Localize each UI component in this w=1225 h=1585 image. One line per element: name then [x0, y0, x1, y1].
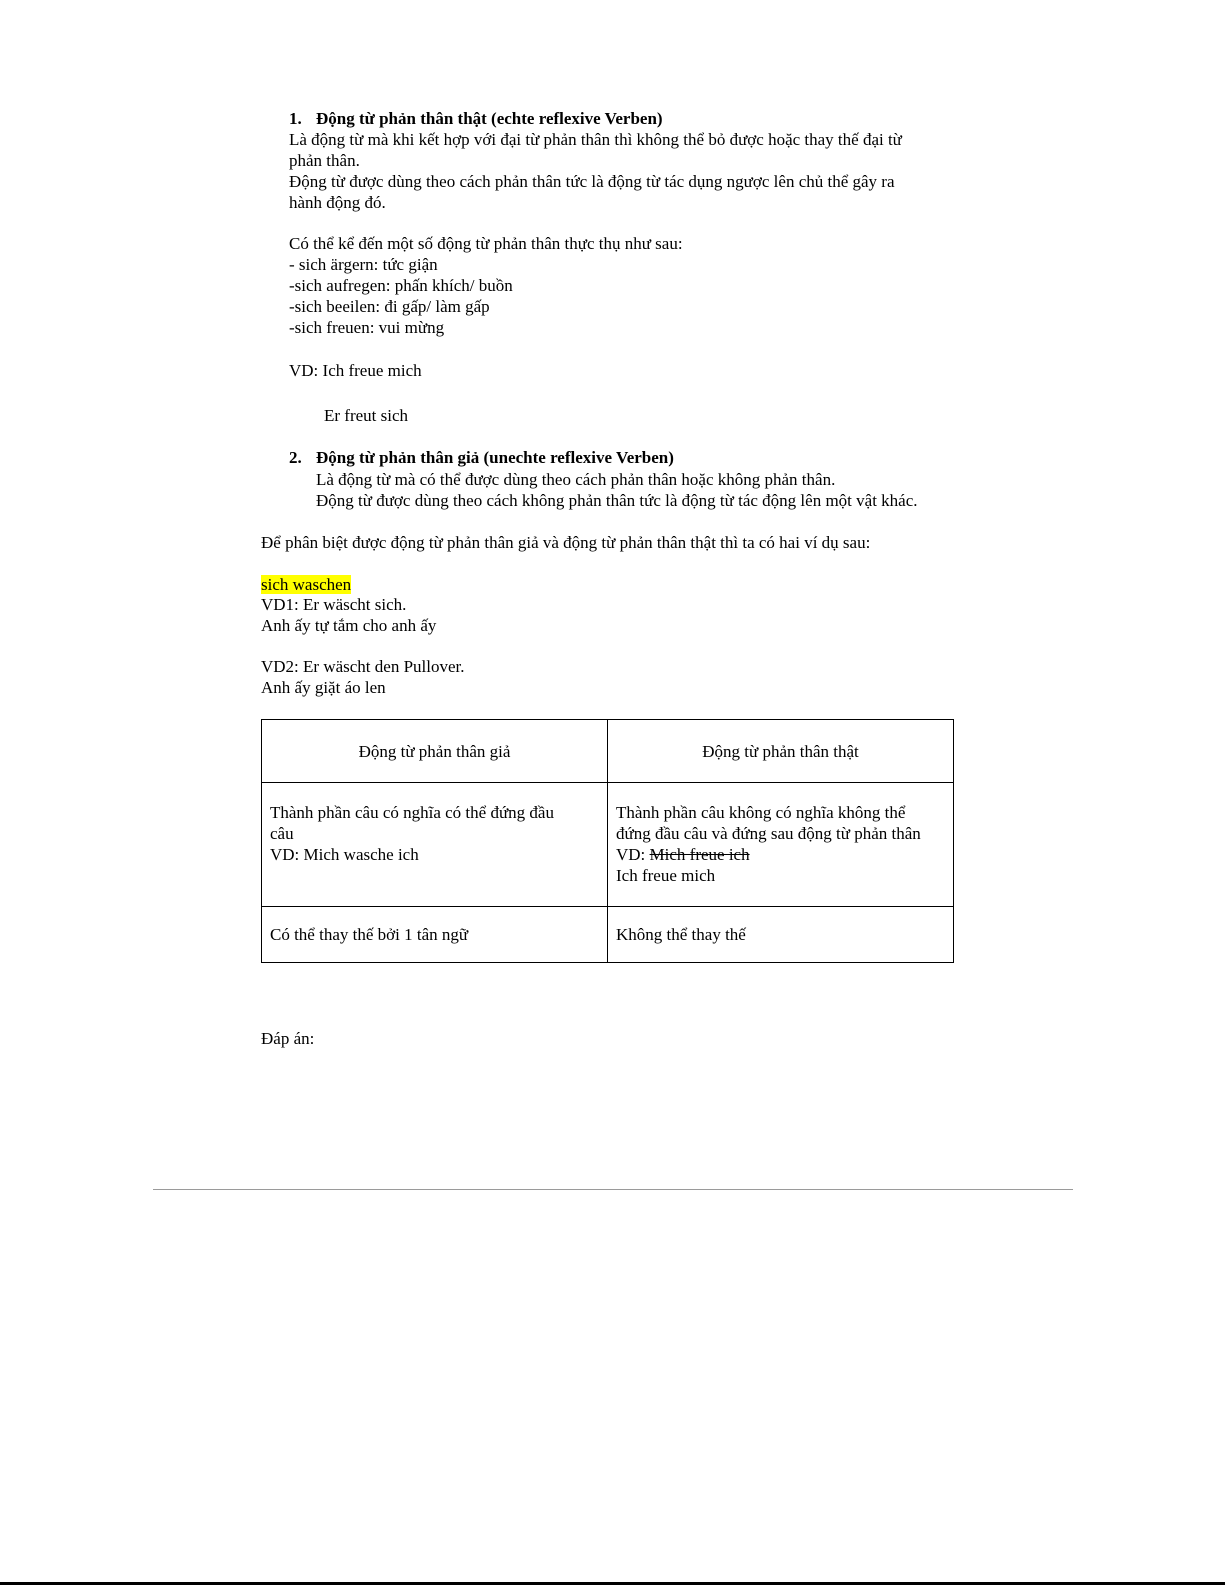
verb-list-item: -sich beeilen: đi gấp/ làm gấp: [289, 297, 490, 316]
section2-heading-text: Động từ phản thân giả (unechte reflexive Verben): [316, 448, 674, 467]
cell-line: VD: Mich wasche ich: [270, 845, 419, 864]
vd2-sentence: VD2: Er wäscht den Pullover.: [261, 657, 465, 676]
vd1-sentence: VD1: Er wäscht sich.: [261, 595, 407, 614]
comparison-table: [261, 719, 954, 963]
section1-example2: Er freut sich: [324, 406, 409, 425]
cell-line: Ich freue mich: [616, 866, 716, 885]
vd2-meaning: Anh ấy giặt áo len: [261, 678, 386, 697]
table-row: [262, 907, 954, 963]
distinguish-intro: Để phân biệt được động từ phản thân giả và động từ phản thân thật thì ta có hai ví dụ sau:: [261, 533, 871, 552]
table-cell: [608, 783, 954, 907]
verb-list-item: -sich freuen: vui mừng: [289, 318, 445, 337]
struck-example: Mich freue ich: [649, 845, 750, 864]
table-header-row: [262, 720, 954, 783]
table-row: [262, 783, 954, 907]
section1-example1: VD: Ich freue mich: [289, 361, 422, 380]
section2-line2: Động từ được dùng theo cách không phản thân tức là động từ tác động lên một vật khác.: [316, 491, 918, 510]
page-divider: [153, 1189, 1073, 1190]
cell-line: Thành phần câu có nghĩa có thể đứng đầu: [270, 803, 554, 822]
section2-line1: Là động từ mà có thể được dùng theo cách phản thân hoặc không phản thân.: [316, 470, 836, 489]
section1-heading: [289, 108, 663, 129]
cell-line: Thành phần câu không có nghĩa không thể: [616, 803, 906, 822]
table-cell: Không thể thay thế: [608, 907, 954, 963]
section1-heading-text: Động từ phản thân thật (echte reflexive Verben): [316, 109, 663, 128]
table-cell: [262, 783, 608, 907]
section1-definition-line1: Là động từ mà khi kết hợp với đại từ phản thân thì không thể bỏ được hoặc thay thế đại từ: [289, 130, 902, 149]
cell-line: đứng đầu câu và đứng sau động từ phản thân: [616, 824, 921, 843]
table-header-cell: Động từ phản thân thật: [608, 720, 954, 783]
section1-definition-line2: phản thân.: [289, 151, 360, 170]
cell-vd-label: VD:: [616, 845, 650, 864]
example-verb: [261, 574, 351, 595]
section1-usage-line1: Động từ được dùng theo cách phản thân tức là động từ tác dụng ngược lên chủ thể gây ra: [289, 172, 895, 191]
verb-list-intro: Có thể kể đến một số động từ phản thân thực thụ như sau:: [289, 234, 683, 253]
verb-list-item: - sich ärgern: tức giận: [289, 255, 438, 274]
section1-number: 1.: [289, 109, 302, 128]
highlighted-verb: sich waschen: [261, 575, 352, 594]
vd1-meaning: Anh ấy tự tắm cho anh ấy: [261, 616, 437, 635]
table-header-cell: Động từ phản thân giả: [262, 720, 608, 783]
section2-number: 2.: [289, 448, 302, 467]
answer-label: Đáp án:: [261, 1029, 315, 1048]
cell-line: câu: [270, 824, 294, 843]
table-cell: Có thể thay thế bởi 1 tân ngữ: [262, 907, 608, 963]
cell-line: [616, 844, 945, 865]
section2-heading: [289, 447, 674, 468]
section1-usage-line2: hành động đó.: [289, 193, 386, 212]
verb-list-item: -sich aufregen: phấn khích/ buồn: [289, 276, 513, 295]
